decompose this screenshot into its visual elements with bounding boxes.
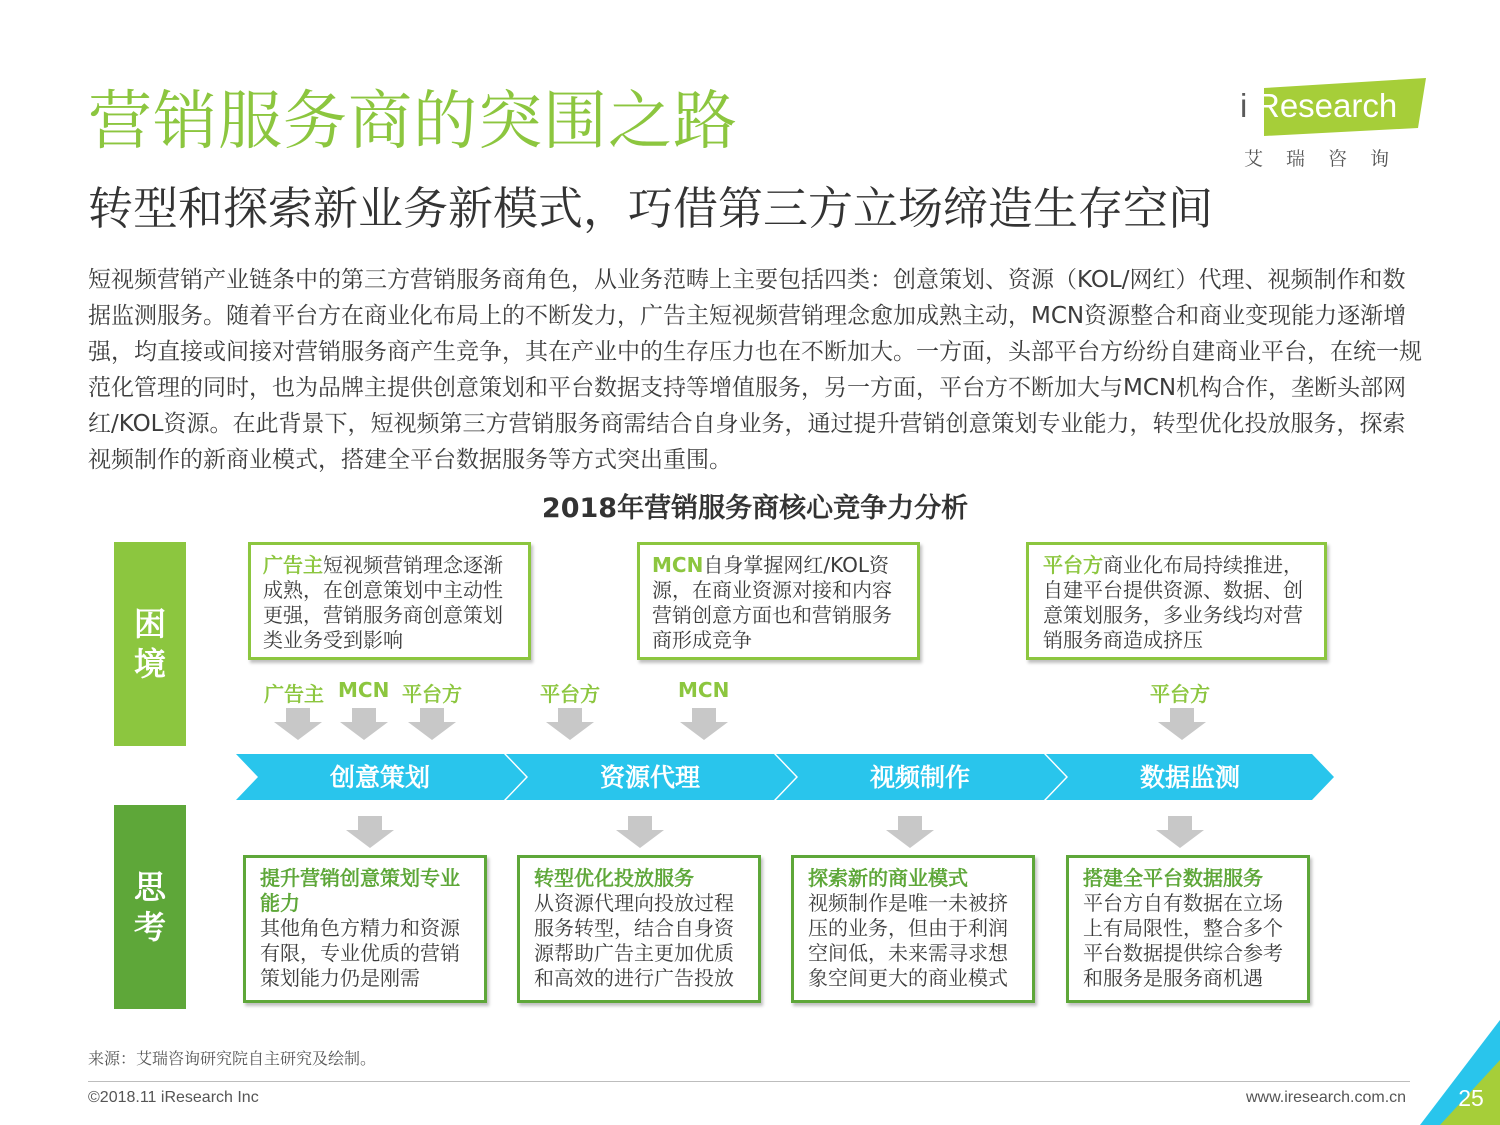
down-arrow-icon xyxy=(340,708,388,740)
dilemma-label-text: 困境 xyxy=(133,605,166,683)
dilemma-label xyxy=(114,542,186,746)
dilemma-highlight: 平台方 xyxy=(1043,553,1103,577)
thought-title: 探索新的商业模式 xyxy=(808,866,968,890)
website-link[interactable]: www.iresearch.com.cn xyxy=(1246,1089,1407,1106)
logo-wordmark: Research xyxy=(1256,87,1398,124)
dilemma-box-advertiser xyxy=(248,542,531,660)
stage-label-creative: 创意策划 xyxy=(329,763,430,792)
thinking-label xyxy=(114,805,186,1009)
logo-subtitle: 艾瑞咨询 xyxy=(1244,148,1413,170)
page-number: 25 xyxy=(1458,1085,1484,1111)
down-arrow-icon xyxy=(886,816,934,848)
dilemma-text: 自身掌握网红/KOL资源，在商业资源对接和内容营销创意方面也和营销服务商形成竞争 xyxy=(652,553,892,652)
intro-paragraph: 短视频营销产业链条中的第三方营销服务商角色，从业务范畴上主要包括四类：创意策划、资源（KOL/网红）代理、视频制作和数据监测服务。随着平台方在商业化布局上的不断发力，广告主短视频营销理念愈加成熟主动，MCN资源整合和商业变现能力逐渐增强，均直接或间接对营销服务商产生竞争，其在产业中的生存压力也在不断加大。一方面，头部平台方纷纷自建商业平台，在统一规范化管理的同时，也为品牌主提供创意策划和平台数据支持等增值服务，另一方面，平台方不断加大与MCN机构合作，垄断头部网红/KOL资源。在此背景下，短视频第三方营销服务商需结合自身业务，通过提升营销创意策划专业能力，转型优化投放服务，探索视频制作的新商业模式，搭建全平台数据服务等方式突出重围。 xyxy=(88,267,1422,473)
thought-title: 提升营销创意策划专业能力 xyxy=(260,866,460,915)
thought-box-resource xyxy=(517,855,761,1003)
pressure-label-platform: 平台方 xyxy=(1150,682,1210,706)
pressure-label-advertiser: 广告主 xyxy=(264,682,324,706)
diagram-title: 2018年营销服务商核心竞争力分析 xyxy=(541,493,969,524)
down-arrow-icon xyxy=(1158,708,1206,740)
thought-text: 从资源代理向投放过程服务转型，结合自身资源帮助广告主更加优质和高效的进行广告投放 xyxy=(534,891,734,990)
pressure-label-platform: 平台方 xyxy=(402,682,462,706)
logo-i: i xyxy=(1240,87,1248,124)
stage-label-resource: 资源代理 xyxy=(599,763,700,792)
dilemma-highlight: MCN xyxy=(652,553,704,577)
thought-box-data xyxy=(1066,855,1310,1003)
dilemma-highlight: 广告主 xyxy=(263,553,323,577)
thought-text: 其他角色方精力和资源有限，专业优质的营销策划能力仍是刚需 xyxy=(260,916,460,990)
down-arrow-icon xyxy=(274,708,322,740)
down-arrow-icon xyxy=(616,816,664,848)
dilemma-text: 商业化布局持续推进，自建平台提供资源、数据、创意策划服务，多业务线均对营销服务商造成挤压 xyxy=(1043,553,1303,652)
dilemma-box-platform xyxy=(1026,542,1327,660)
thought-text: 视频制作是唯一未被挤压的业务，但由于利润空间低，未来需寻求想象空间更大的商业模式 xyxy=(808,891,1008,990)
thought-box-video xyxy=(791,855,1035,1003)
copyright: ©2018.11 iResearch Inc xyxy=(88,1089,259,1106)
down-arrow-icon xyxy=(346,816,394,848)
thinking-label-text: 思考 xyxy=(133,868,166,946)
thought-title: 搭建全平台数据服务 xyxy=(1083,866,1263,890)
down-arrow-icon xyxy=(1156,816,1204,848)
footer-divider xyxy=(88,1081,1410,1082)
dilemma-text: 短视频营销理念逐渐成熟，在创意策划中主动性更强，营销服务商创意策划类业务受到影响 xyxy=(263,553,503,652)
source-note: 来源：艾瑞咨询研究院自主研究及绘制。 xyxy=(88,1049,377,1068)
pressure-label-mcn: MCN xyxy=(338,678,390,702)
pressure-label-mcn: MCN xyxy=(678,678,730,702)
dilemma-box-mcn xyxy=(637,542,920,660)
down-arrow-icon xyxy=(546,708,594,740)
stage-label-data: 数据监测 xyxy=(1139,763,1240,792)
thought-box-creative xyxy=(243,855,487,1003)
down-arrow-icon xyxy=(408,708,456,740)
down-arrow-icon xyxy=(680,708,728,740)
thought-text: 平台方自有数据在立场上有局限性，整合多个平台数据提供综合参考和服务是服务商机遇 xyxy=(1083,891,1283,990)
stage-label-video: 视频制作 xyxy=(869,763,970,792)
pressure-label-platform: 平台方 xyxy=(540,682,600,706)
thought-title: 转型优化投放服务 xyxy=(534,866,694,890)
page-title: 营销服务商的突围之路 xyxy=(88,85,738,159)
page-subtitle: 转型和探索新业务新模式，巧借第三方立场缔造生存空间 xyxy=(88,182,1214,235)
iresearch-logo xyxy=(1238,78,1428,170)
